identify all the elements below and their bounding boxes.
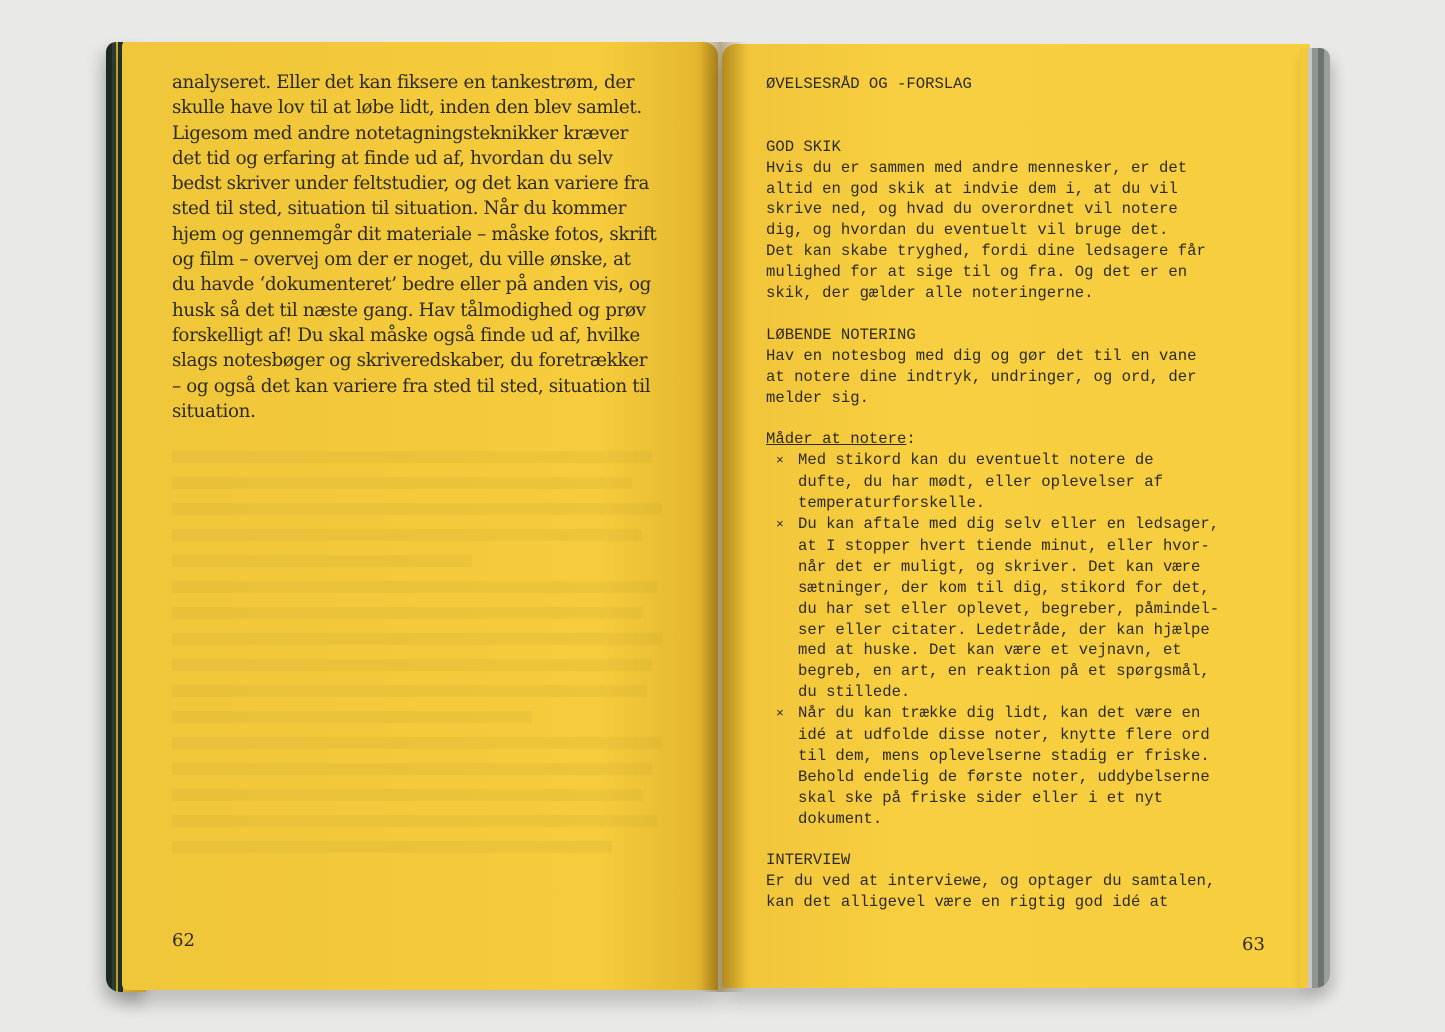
body-line: hjem og gennemgår dit materiale – måske fotos, skrift: [172, 223, 657, 245]
list-title-colon: :: [906, 430, 916, 449]
list-item-cont: [766, 767, 1286, 788]
body-line: melder sig.: [766, 388, 869, 407]
body-line: forskelligt af! Du skal måske også finde ud af, hvilke: [172, 324, 640, 346]
bullet-line: temperaturforskelle.: [798, 494, 986, 513]
section-title-lobende-notering: LØBENDE NOTERING: [766, 325, 916, 344]
bullet-line: Du kan aftale med dig selv eller en ledsager,: [798, 514, 1220, 533]
body-line: husk så det til næste gang. Hav tålmodighed og prøv: [172, 299, 646, 321]
bullet-line: begreb, en art, en reaktion på et spørgsmål,: [798, 662, 1210, 681]
body-line: dig, og hvordan du eventuelt vil bruge det.: [766, 221, 1169, 240]
left-page: [122, 42, 718, 990]
list-item-cont: [766, 788, 1286, 809]
list-item-cont: [766, 536, 1286, 557]
blank-line: [766, 408, 1286, 429]
bullet-line: Når du kan trække dig lidt, kan det være en: [798, 704, 1201, 723]
body-line: – og også det kan variere fra sted til sted, situation til: [172, 375, 651, 397]
list-item-cont: [766, 472, 1286, 493]
list-item: [766, 450, 1286, 472]
right-body-text: [766, 74, 1286, 913]
body-line: Det kan skabe tryghed, fordi dine ledsagere får: [766, 242, 1206, 261]
body-line: analyseret. Eller det kan fiksere en tankestrøm, der: [172, 72, 635, 93]
bullet-line: sætninger, der kom til dig, stikord for det,: [798, 578, 1210, 597]
section-title-god-skik: GOD SKIK: [766, 137, 841, 156]
list-item-cont: [766, 640, 1286, 661]
blank-line: [766, 116, 1286, 137]
blank-line: [766, 95, 1286, 116]
list-item: [766, 514, 1286, 536]
bullet-line: ser eller citater. Ledetråde, der kan hjælpe: [798, 620, 1210, 639]
bullet-x-icon: ×: [776, 706, 784, 722]
bullet-line: Med stikord kan du eventuelt notere de: [798, 451, 1154, 470]
bullet-line: idé at udfolde disse noter, knytte flere ord: [798, 726, 1210, 745]
body-line: bedst skriver under feltstudier, og det kan variere fra: [172, 173, 650, 195]
blank-line: [766, 304, 1286, 325]
bullet-line: til dem, mens oplevelserne stadig er friske.: [798, 746, 1210, 765]
bullet-x-icon: ×: [776, 516, 784, 532]
bullet-line: Behold endelig de første noter, uddybelserne: [798, 767, 1210, 786]
body-line: det tid og erfaring at finde ud af, hvordan du selv: [172, 147, 613, 169]
show-through-text: [172, 437, 672, 867]
bullet-line: med at huske. Det kan være et vejnavn, et: [798, 641, 1182, 660]
body-line: du havde ‘dokumenteret’ bedre eller på anden vis, og: [172, 274, 651, 296]
right-page: [722, 44, 1310, 988]
section-title-interview: INTERVIEW: [766, 851, 851, 870]
list-item-cont: [766, 746, 1286, 767]
bullet-line: at I stopper hvert tiende minut, eller hvor-: [798, 536, 1210, 555]
list-item-cont: [766, 682, 1286, 703]
list-item-cont: [766, 557, 1286, 578]
list-item-cont: [766, 661, 1286, 682]
right-page-number: 63: [1242, 934, 1265, 955]
list-item-cont: [766, 620, 1286, 641]
list-item-cont: [766, 809, 1286, 830]
bullet-line: dokument.: [798, 809, 883, 828]
list-item-cont: [766, 599, 1286, 620]
list-item-cont: [766, 493, 1286, 514]
body-line: Ligesom med andre notetagningsteknikker kræver: [172, 122, 628, 144]
bullet-line: dufte, du har mødt, eller oplevelser af: [798, 473, 1163, 492]
bullet-x-icon: ×: [776, 453, 784, 469]
body-line: slags notesbøger og skriveredskaber, du foretrækker: [172, 350, 648, 372]
list-item-cont: [766, 578, 1286, 599]
list-title-text: Måder at notere: [766, 430, 907, 449]
section-header: ØVELSESRÅD OG -FORSLAG: [766, 75, 972, 93]
body-line: mulighed for at sige til og fra. Og det er en: [766, 263, 1188, 282]
body-line: Hvis du er sammen med andre mennesker, er det: [766, 158, 1188, 177]
body-line: skrive ned, og hvad du overordnet vil notere: [766, 200, 1178, 219]
left-page-number: 62: [172, 930, 195, 951]
bullet-line: du har set eller oplevet, begreber, påmindel-: [798, 599, 1220, 618]
body-line: skik, der gælder alle noteringerne.: [766, 284, 1094, 303]
body-line: Hav en notesbog med dig og gør det til en vane: [766, 346, 1197, 365]
list-item: [766, 703, 1286, 725]
list-title: [766, 429, 1286, 450]
bullet-line: når det er muligt, og skriver. Det kan være: [798, 557, 1201, 576]
body-line: og film – overvej om der er noget, du ville ønske, at: [172, 249, 631, 271]
body-line: kan det alligevel være en rigtig god idé at: [766, 893, 1169, 912]
right-page-edges: [1300, 48, 1330, 988]
body-line: altid en god skik at indvie dem i, at du vil: [766, 179, 1178, 198]
list-item-cont: [766, 725, 1286, 746]
blank-line: [766, 830, 1286, 851]
body-line: sted til sted, situation til situation. Når du kommer: [172, 198, 627, 220]
bullet-line: du stillede.: [798, 683, 911, 702]
spine-gutter: [700, 42, 746, 992]
body-line: skulle have lov til at løbe lidt, inden den blev samlet.: [172, 97, 642, 119]
body-line: Er du ved at interviewe, og optager du samtalen,: [766, 872, 1216, 891]
left-body-text: [172, 70, 692, 424]
body-line: at notere dine indtryk, undringer, og ord, der: [766, 367, 1197, 386]
bullet-line: skal ske på friske sider eller i et nyt: [798, 788, 1163, 807]
body-line: situation.: [172, 400, 256, 422]
